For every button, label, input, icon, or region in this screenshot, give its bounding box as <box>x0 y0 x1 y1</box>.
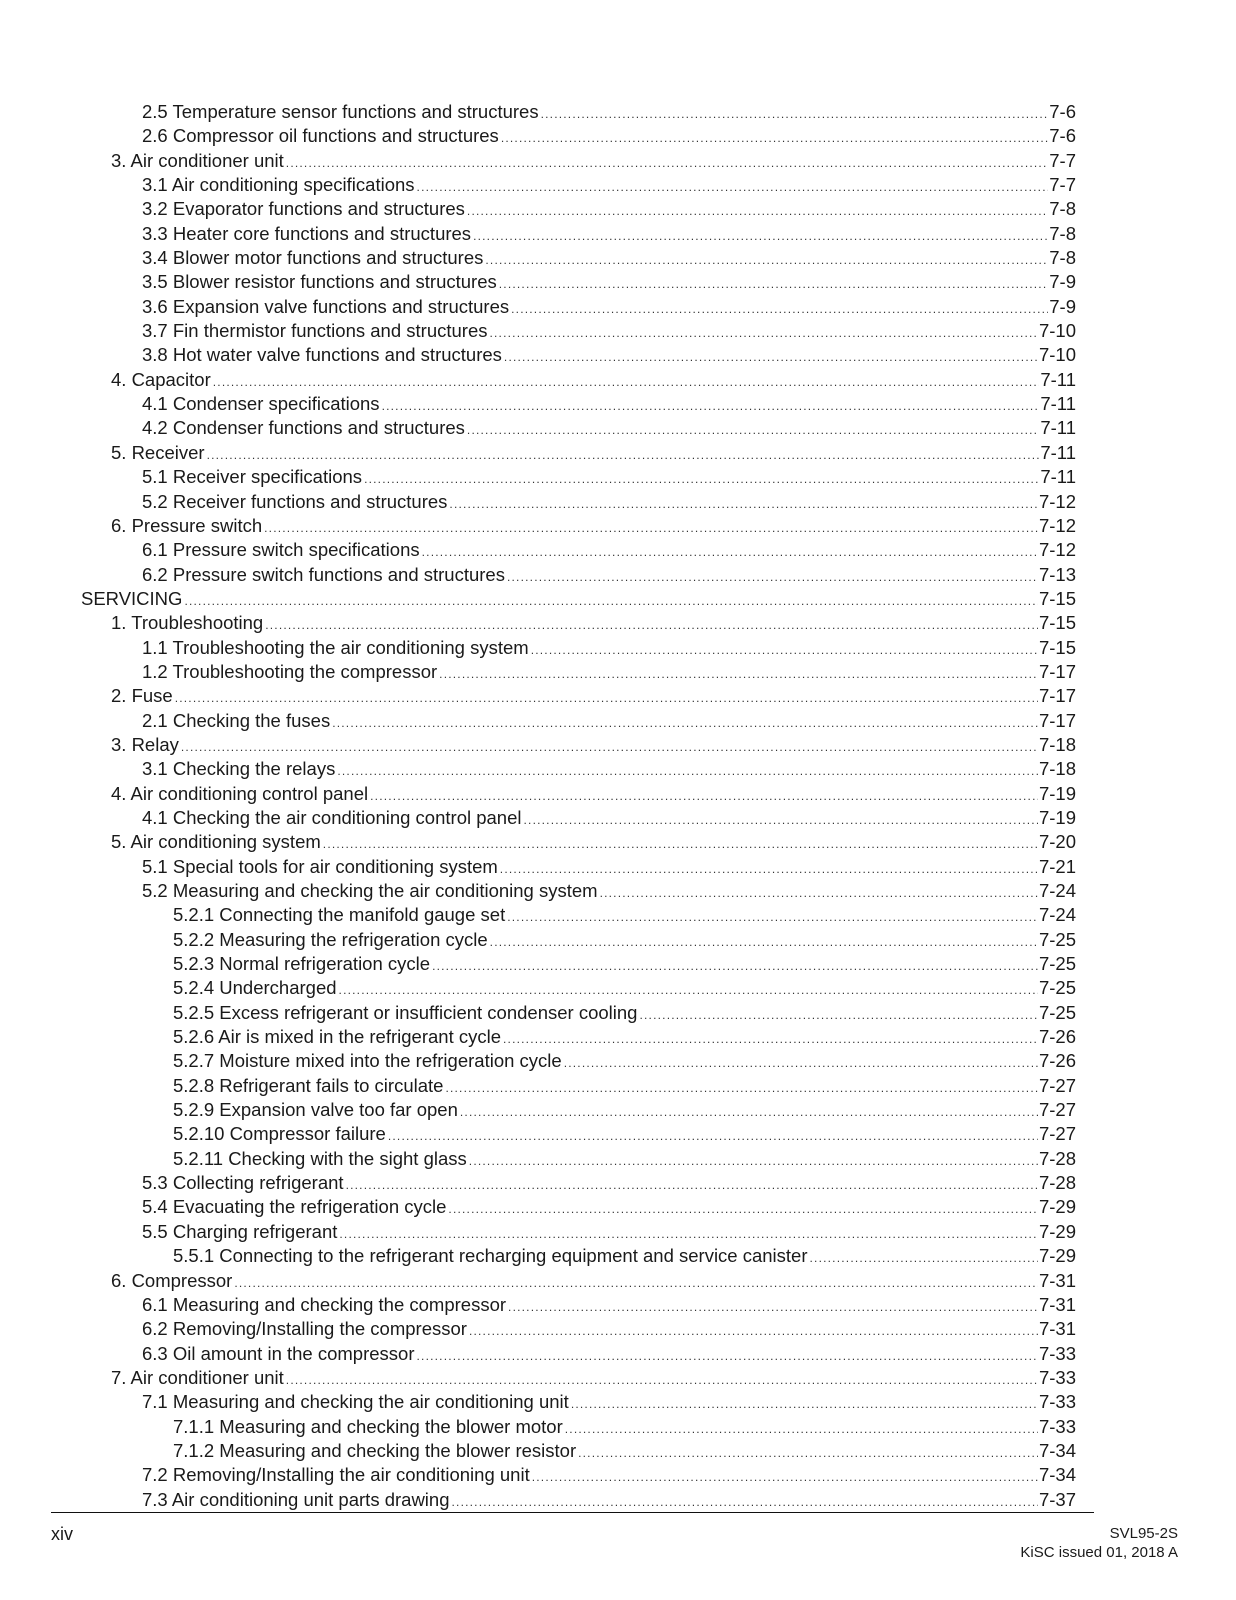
toc-entry-title: 6.1 Measuring and checking the compressor <box>142 1293 507 1315</box>
toc-entry[interactable] <box>0 1195 1236 1219</box>
toc-entry[interactable] <box>0 611 1236 635</box>
toc-entry[interactable] <box>0 100 1236 124</box>
toc-entry-title: 5.2.6 Air is mixed in the refrigerant cycle <box>173 1026 502 1048</box>
toc-entry[interactable] <box>0 490 1236 514</box>
toc-entry-title: 5.3 Collecting refrigerant <box>142 1172 344 1194</box>
toc-entry-title: 5.2.8 Refrigerant fails to circulate <box>173 1074 444 1096</box>
toc-entry-page: 7-34 <box>1038 1439 1076 1461</box>
toc-entry-page: 7-20 <box>1038 831 1076 853</box>
toc-entry-page: 7-18 <box>1038 733 1076 755</box>
toc-entry-title: SERVICING <box>81 587 183 609</box>
toc-entry-page: 7-19 <box>1038 806 1076 828</box>
toc-entry-line <box>142 806 1076 832</box>
toc-entry[interactable] <box>0 806 1236 830</box>
toc-entry-line <box>142 465 1076 491</box>
toc-entry-line <box>111 514 1076 540</box>
toc-entry-page: 7-17 <box>1038 709 1076 731</box>
toc-entry[interactable] <box>0 538 1236 562</box>
toc-entry-page: 7-31 <box>1038 1269 1076 1291</box>
toc-entry-page: 7-31 <box>1038 1318 1076 1340</box>
toc-leader-dots <box>511 297 1048 321</box>
footer-divider <box>51 1512 1094 1513</box>
toc-entry-title: 6.2 Pressure switch functions and structures <box>142 563 505 585</box>
toc-entry-title: 5. Air conditioning system <box>111 831 321 853</box>
toc-entry-page: 7-11 <box>1040 466 1076 488</box>
toc-entry[interactable] <box>0 1098 1236 1122</box>
toc-entry[interactable] <box>0 416 1236 440</box>
toc-entry-page: 7-25 <box>1038 1001 1076 1023</box>
toc-entry-page: 7-12 <box>1038 490 1076 512</box>
toc-entry-line <box>173 1122 1076 1148</box>
toc-entry-page: 7-9 <box>1049 271 1076 293</box>
toc-entry[interactable] <box>0 295 1236 319</box>
toc-entry-page: 7-24 <box>1038 880 1076 901</box>
toc-entry-page: 7-15 <box>1038 612 1076 634</box>
toc-leader-dots <box>439 662 1038 686</box>
toc-entry-page: 7-12 <box>1038 514 1076 536</box>
toc-entry-page: 7-13 <box>1038 563 1076 585</box>
toc-entry-page: 7-33 <box>1038 1415 1076 1437</box>
toc-leader-dots <box>507 905 1038 929</box>
toc-entry[interactable] <box>0 587 1236 611</box>
toc-leader-dots <box>339 978 1038 1002</box>
toc-entry[interactable] <box>0 343 1236 367</box>
toc-entry-line <box>142 490 1076 516</box>
toc-entry-line <box>142 343 1076 369</box>
toc-entry[interactable] <box>0 1220 1236 1244</box>
toc-entry-title: 7.1 Measuring and checking the air conditioning unit <box>142 1391 569 1413</box>
toc-entry-line <box>142 563 1076 589</box>
toc-entry[interactable] <box>0 392 1236 416</box>
toc-leader-dots <box>469 1319 1038 1343</box>
toc-entry[interactable] <box>0 1463 1236 1487</box>
toc-entry-page: 7-27 <box>1038 1074 1076 1096</box>
toc-leader-dots <box>810 1246 1038 1270</box>
toc-entry-page: 7-6 <box>1049 125 1076 147</box>
toc-leader-dots <box>286 1368 1038 1392</box>
toc-entry-page: 7-37 <box>1038 1488 1076 1510</box>
toc-entry-line <box>142 855 1076 881</box>
toc-entry-line <box>173 1439 1076 1465</box>
toc-entry-title: 3. Air conditioner unit <box>111 149 284 171</box>
toc-entry-title: 2.5 Temperature sensor functions and structures <box>142 101 539 122</box>
toc-entry-title: 5.2.1 Connecting the manifold gauge set <box>173 904 506 926</box>
toc-entry-page: 7-11 <box>1040 393 1076 415</box>
toc-entry-page: 7-25 <box>1038 953 1076 975</box>
toc-entry-line <box>142 197 1076 223</box>
toc-leader-dots <box>265 613 1038 637</box>
toc-leader-dots <box>286 151 1048 175</box>
toc-leader-dots <box>473 224 1048 248</box>
toc-entry-page: 7-10 <box>1038 344 1076 366</box>
toc-entry-page: 7-11 <box>1040 417 1076 439</box>
toc-leader-dots <box>503 1027 1038 1051</box>
toc-leader-dots <box>639 1003 1037 1027</box>
toc-leader-dots <box>448 1197 1038 1221</box>
toc-entry-line <box>173 903 1076 929</box>
toc-entry-page: 7-29 <box>1038 1245 1076 1267</box>
toc-entry-title: 2. Fuse <box>111 685 173 707</box>
toc-entry-line <box>173 1001 1076 1027</box>
toc-leader-dots <box>452 1490 1038 1514</box>
toc-entry-page: 7-25 <box>1038 928 1076 950</box>
toc-leader-dots <box>388 1124 1038 1148</box>
toc-entry[interactable] <box>0 1171 1236 1195</box>
toc-entry-line <box>142 173 1076 199</box>
toc-entry-title: 1. Troubleshooting <box>111 612 264 634</box>
toc-entry-page: 7-6 <box>1049 101 1076 122</box>
toc-entry-title: 5.1 Special tools for air conditioning system <box>142 855 498 877</box>
toc-entry-page: 7-12 <box>1038 539 1076 561</box>
toc-entry-title: 1.1 Troubleshooting the air conditioning system <box>142 636 529 658</box>
toc-entry-page: 7-29 <box>1038 1220 1076 1242</box>
toc-entry-title: 5.2 Measuring and checking the air conditioning system <box>142 880 598 901</box>
toc-entry[interactable] <box>0 1001 1236 1025</box>
toc-entry[interactable] <box>0 1439 1236 1463</box>
toc-leader-dots <box>213 370 1040 394</box>
toc-entry-title: 5.2.3 Normal refrigeration cycle <box>173 953 431 975</box>
toc-entry-page: 7-24 <box>1038 904 1076 926</box>
toc-entry[interactable] <box>0 830 1236 854</box>
footer-page-number: xiv <box>51 1524 73 1544</box>
toc-entry-page: 7-19 <box>1038 782 1076 804</box>
toc-entry-title: 5.4 Evacuating the refrigeration cycle <box>142 1196 447 1218</box>
toc-entry-title: 6.1 Pressure switch specifications <box>142 539 420 561</box>
toc-entry-line <box>142 1220 1076 1246</box>
toc-entry-page: 7-7 <box>1049 174 1076 196</box>
toc-leader-dots <box>541 102 1049 126</box>
toc-entry-page: 7-33 <box>1038 1342 1076 1364</box>
toc-entry-line <box>142 660 1076 686</box>
toc-entry-title: 3.3 Heater core functions and structures <box>142 222 472 244</box>
toc-entry[interactable] <box>0 903 1236 927</box>
toc-entry[interactable] <box>0 1317 1236 1341</box>
toc-entry-line <box>111 782 1076 808</box>
toc-entry-line <box>111 830 1076 856</box>
toc-entry-page: 7-8 <box>1049 247 1076 269</box>
toc-entry-title: 3.6 Expansion valve functions and structures <box>142 295 510 317</box>
toc-entry-line <box>173 976 1076 1002</box>
toc-leader-dots <box>524 808 1038 832</box>
toc-entry[interactable] <box>0 879 1236 903</box>
toc-entry[interactable] <box>0 246 1236 270</box>
toc-leader-dots <box>339 1222 1038 1246</box>
toc-leader-dots <box>508 1295 1038 1319</box>
toc-entry-line <box>142 270 1076 296</box>
toc-entry-title: 6.2 Removing/Installing the compressor <box>142 1318 467 1340</box>
toc-leader-dots <box>507 565 1038 589</box>
toc-entry[interactable] <box>0 782 1236 806</box>
toc-entry-title: 1.2 Troubleshooting the compressor <box>142 660 438 682</box>
toc-entry-line <box>142 636 1076 662</box>
toc-entry-title: 5.2.7 Moisture mixed into the refrigeration cycle <box>173 1050 562 1072</box>
toc-leader-dots <box>364 467 1039 491</box>
toc-entry-title: 4. Capacitor <box>111 368 211 390</box>
toc-leader-dots <box>422 540 1038 564</box>
toc-entry-page: 7-33 <box>1038 1391 1076 1413</box>
toc-entry[interactable] <box>0 709 1236 733</box>
toc-leader-dots <box>445 1076 1038 1100</box>
toc-entry-line <box>142 124 1076 150</box>
toc-entry-line <box>142 1390 1076 1416</box>
toc-entry-page: 7-25 <box>1038 977 1076 999</box>
toc-entry-line <box>173 928 1076 954</box>
toc-leader-dots <box>382 394 1040 418</box>
toc-leader-dots <box>600 881 1038 905</box>
toc-leader-dots <box>332 711 1038 735</box>
toc-entry-title: 4.2 Condenser functions and structures <box>142 417 465 439</box>
toc-entry-title: 5. Receiver <box>111 441 205 463</box>
toc-entry-page: 7-28 <box>1038 1147 1076 1169</box>
toc-entry-title: 3. Relay <box>111 733 179 755</box>
toc-entry-title: 3.8 Hot water valve functions and structures <box>142 344 502 366</box>
toc-entry-title: 5.2.11 Checking with the sight glass <box>173 1147 467 1169</box>
toc-entry-page: 7-33 <box>1038 1366 1076 1388</box>
toc-entry-line <box>111 611 1076 637</box>
toc-entry[interactable] <box>0 270 1236 294</box>
toc-entry[interactable] <box>0 1244 1236 1268</box>
toc-entry-line <box>173 1025 1076 1051</box>
toc-entry-line <box>142 1293 1076 1319</box>
toc-entry-page: 7-17 <box>1038 685 1076 707</box>
toc-entry-title: 2.6 Compressor oil functions and structures <box>142 125 499 147</box>
toc-entry-line <box>142 1317 1076 1343</box>
toc-leader-dots <box>346 1173 1038 1197</box>
toc-leader-dots <box>337 759 1038 783</box>
footer-document-info <box>1020 1524 1178 1562</box>
toc-leader-dots <box>469 1149 1038 1173</box>
toc-entry-page: 7-28 <box>1038 1172 1076 1194</box>
toc-entry-line <box>142 1342 1076 1368</box>
toc-entry-page: 7-8 <box>1049 222 1076 244</box>
toc-leader-dots <box>184 589 1038 613</box>
toc-entry-title: 6. Compressor <box>111 1269 233 1291</box>
toc-entry-line <box>173 1415 1076 1441</box>
toc-entry-line <box>173 1098 1076 1124</box>
toc-entry-line <box>111 684 1076 710</box>
toc-entry[interactable] <box>0 1390 1236 1414</box>
toc-entry-title: 6. Pressure switch <box>111 514 263 536</box>
toc-entry-line <box>142 392 1076 418</box>
toc-leader-dots <box>181 735 1038 759</box>
toc-entry-page: 7-11 <box>1040 368 1076 390</box>
toc-entry-title: 4.1 Checking the air conditioning control panel <box>142 806 522 828</box>
toc-entry[interactable] <box>0 1147 1236 1171</box>
toc-leader-dots <box>564 1051 1038 1075</box>
toc-entry-title: 7.2 Removing/Installing the air conditioning unit <box>142 1464 530 1486</box>
toc-entry[interactable] <box>0 757 1236 781</box>
toc-entry-line <box>142 295 1076 321</box>
toc-entry-title: 7. Air conditioner unit <box>111 1366 284 1388</box>
toc-entry[interactable] <box>0 952 1236 976</box>
toc-leader-dots <box>485 248 1048 272</box>
toc-entry-line <box>173 1074 1076 1100</box>
toc-entry[interactable] <box>0 124 1236 148</box>
toc-entry-line <box>111 149 1076 175</box>
toc-entry-title: 5.2.9 Expansion valve too far open <box>173 1099 458 1121</box>
toc-entry-page: 7-31 <box>1038 1293 1076 1315</box>
toc-entry-page: 7-10 <box>1038 320 1076 342</box>
toc-leader-dots <box>467 199 1048 223</box>
toc-leader-dots <box>449 492 1038 516</box>
toc-entry-page: 7-8 <box>1049 198 1076 220</box>
toc-entry-line <box>111 441 1076 467</box>
toc-entry[interactable] <box>0 368 1236 392</box>
toc-entry-line <box>173 1147 1076 1173</box>
toc-entry[interactable] <box>0 976 1236 1000</box>
toc-entry-page: 7-27 <box>1038 1123 1076 1145</box>
toc-entry[interactable] <box>0 684 1236 708</box>
toc-leader-dots <box>501 126 1048 150</box>
toc-entry-line <box>142 879 1076 905</box>
toc-leader-dots <box>578 1441 1038 1465</box>
toc-entry-title: 4. Air conditioning control panel <box>111 782 369 804</box>
toc-entry-page: 7-29 <box>1038 1196 1076 1218</box>
toc-entry-title: 3.4 Blower motor functions and structures <box>142 247 484 269</box>
toc-entry-title: 7.1.2 Measuring and checking the blower resistor <box>173 1439 577 1461</box>
toc-entry[interactable] <box>0 1122 1236 1146</box>
toc-entry[interactable] <box>0 319 1236 343</box>
toc-entry[interactable] <box>0 222 1236 246</box>
toc-entry-line <box>142 757 1076 783</box>
toc-entry-page: 7-9 <box>1049 295 1076 317</box>
toc-entry-line <box>142 222 1076 248</box>
toc-entry[interactable] <box>0 1074 1236 1098</box>
toc-entry[interactable] <box>0 514 1236 538</box>
toc-entry-title: 4.1 Condenser specifications <box>142 393 380 415</box>
toc-entry-line <box>142 1195 1076 1221</box>
toc-entry-line <box>142 1463 1076 1489</box>
toc-entry-line <box>173 1049 1076 1075</box>
toc-entry-line <box>81 587 1076 613</box>
toc-entry[interactable] <box>0 465 1236 489</box>
toc-entry[interactable] <box>0 660 1236 684</box>
toc-leader-dots <box>370 784 1038 808</box>
toc-entry-page: 7-26 <box>1038 1026 1076 1048</box>
toc-entry-title: 3.7 Fin thermistor functions and structures <box>142 320 488 342</box>
footer-issue: KiSC issued 01, 2018 A <box>1020 1544 1178 1561</box>
toc-leader-dots <box>571 1392 1038 1416</box>
toc-entry-page: 7-18 <box>1038 758 1076 780</box>
toc-entry-title: 6.3 Oil amount in the compressor <box>142 1342 415 1364</box>
toc-entry-page: 7-17 <box>1038 660 1076 682</box>
toc-entry-title: 2.1 Checking the fuses <box>142 709 331 731</box>
toc-entry-title: 5.5 Charging refrigerant <box>142 1220 338 1242</box>
toc-entry-page: 7-27 <box>1038 1099 1076 1121</box>
toc-entry-page: 7-26 <box>1038 1050 1076 1072</box>
toc-entry-line <box>142 100 1076 126</box>
toc-leader-dots <box>175 686 1038 710</box>
toc-leader-dots <box>432 954 1038 978</box>
toc-entry[interactable] <box>0 1366 1236 1390</box>
toc-leader-dots <box>499 272 1049 296</box>
toc-entry-title: 5.2.2 Measuring the refrigeration cycle <box>173 928 488 950</box>
toc-entry[interactable] <box>0 1269 1236 1293</box>
toc-leader-dots <box>532 1465 1038 1489</box>
toc-entry[interactable] <box>0 149 1236 173</box>
toc-entry[interactable] <box>0 197 1236 221</box>
toc-entry-line <box>142 709 1076 735</box>
toc-entry[interactable] <box>0 173 1236 197</box>
toc-entry-title: 5.2.5 Excess refrigerant or insufficient condenser cooling <box>173 1001 638 1023</box>
toc-entry-title: 3.2 Evaporator functions and structures <box>142 198 465 220</box>
toc-entry-line <box>142 1171 1076 1197</box>
toc-leader-dots <box>504 345 1038 369</box>
toc-entry-page: 7-7 <box>1049 149 1076 171</box>
toc-leader-dots <box>489 321 1037 345</box>
toc-entry-page: 7-15 <box>1038 636 1076 658</box>
toc-leader-dots <box>417 1344 1038 1368</box>
toc-entry-line <box>142 319 1076 345</box>
toc-entry-line <box>142 1488 1076 1514</box>
toc-entry-title: 7.1.1 Measuring and checking the blower motor <box>173 1415 563 1437</box>
toc-leader-dots <box>264 516 1038 540</box>
toc-entry-title: 5.2 Receiver functions and structures <box>142 490 448 512</box>
toc-entry[interactable] <box>0 733 1236 757</box>
toc-entry[interactable] <box>0 1049 1236 1073</box>
toc-entry-title: 5.1 Receiver specifications <box>142 466 363 488</box>
toc-entry-line <box>142 416 1076 442</box>
toc-entry-line <box>173 1244 1076 1270</box>
toc-entry-title: 3.1 Checking the relays <box>142 758 336 780</box>
toc-entry-line <box>111 1366 1076 1392</box>
toc-entry[interactable] <box>0 636 1236 660</box>
toc-entry-page: 7-34 <box>1038 1464 1076 1486</box>
toc-entry[interactable] <box>0 1342 1236 1366</box>
toc-entry[interactable] <box>0 1415 1236 1439</box>
toc-entry[interactable] <box>0 441 1236 465</box>
toc-leader-dots <box>531 638 1038 662</box>
footer-model: SVL95-2S <box>1109 1525 1178 1542</box>
toc-entry[interactable] <box>0 563 1236 587</box>
toc-leader-dots <box>565 1417 1038 1441</box>
toc-entry-title: 5.5.1 Connecting to the refrigerant recharging equipment and service canister <box>173 1245 808 1267</box>
table-of-contents <box>0 100 1236 1512</box>
toc-entry[interactable] <box>0 1025 1236 1049</box>
toc-entry-line <box>111 733 1076 759</box>
toc-entry-page: 7-15 <box>1038 587 1076 609</box>
toc-entry[interactable] <box>0 928 1236 952</box>
toc-entry-title: 3.5 Blower resistor functions and structures <box>142 271 497 293</box>
toc-entry-line <box>142 538 1076 564</box>
toc-leader-dots <box>460 1100 1038 1124</box>
toc-entry-title: 5.2.10 Compressor failure <box>173 1123 386 1145</box>
toc-leader-dots <box>323 832 1038 856</box>
toc-entry[interactable] <box>0 855 1236 879</box>
toc-leader-dots <box>207 443 1040 467</box>
toc-leader-dots <box>467 418 1039 442</box>
toc-entry-line <box>111 1269 1076 1295</box>
toc-entry-title: 3.1 Air conditioning specifications <box>142 174 415 196</box>
toc-entry[interactable] <box>0 1293 1236 1317</box>
toc-entry[interactable] <box>0 1488 1236 1512</box>
toc-entry-title: 5.2.4 Undercharged <box>173 977 337 999</box>
toc-leader-dots <box>234 1271 1038 1295</box>
toc-leader-dots <box>500 857 1038 881</box>
toc-entry-page: 7-11 <box>1040 441 1076 463</box>
toc-leader-dots <box>417 175 1049 199</box>
toc-entry-line <box>111 368 1076 394</box>
toc-entry-line <box>142 246 1076 272</box>
toc-leader-dots <box>490 930 1038 954</box>
toc-entry-title: 7.3 Air conditioning unit parts drawing <box>142 1488 450 1510</box>
toc-entry-page: 7-21 <box>1038 855 1076 877</box>
toc-entry-line <box>173 952 1076 978</box>
